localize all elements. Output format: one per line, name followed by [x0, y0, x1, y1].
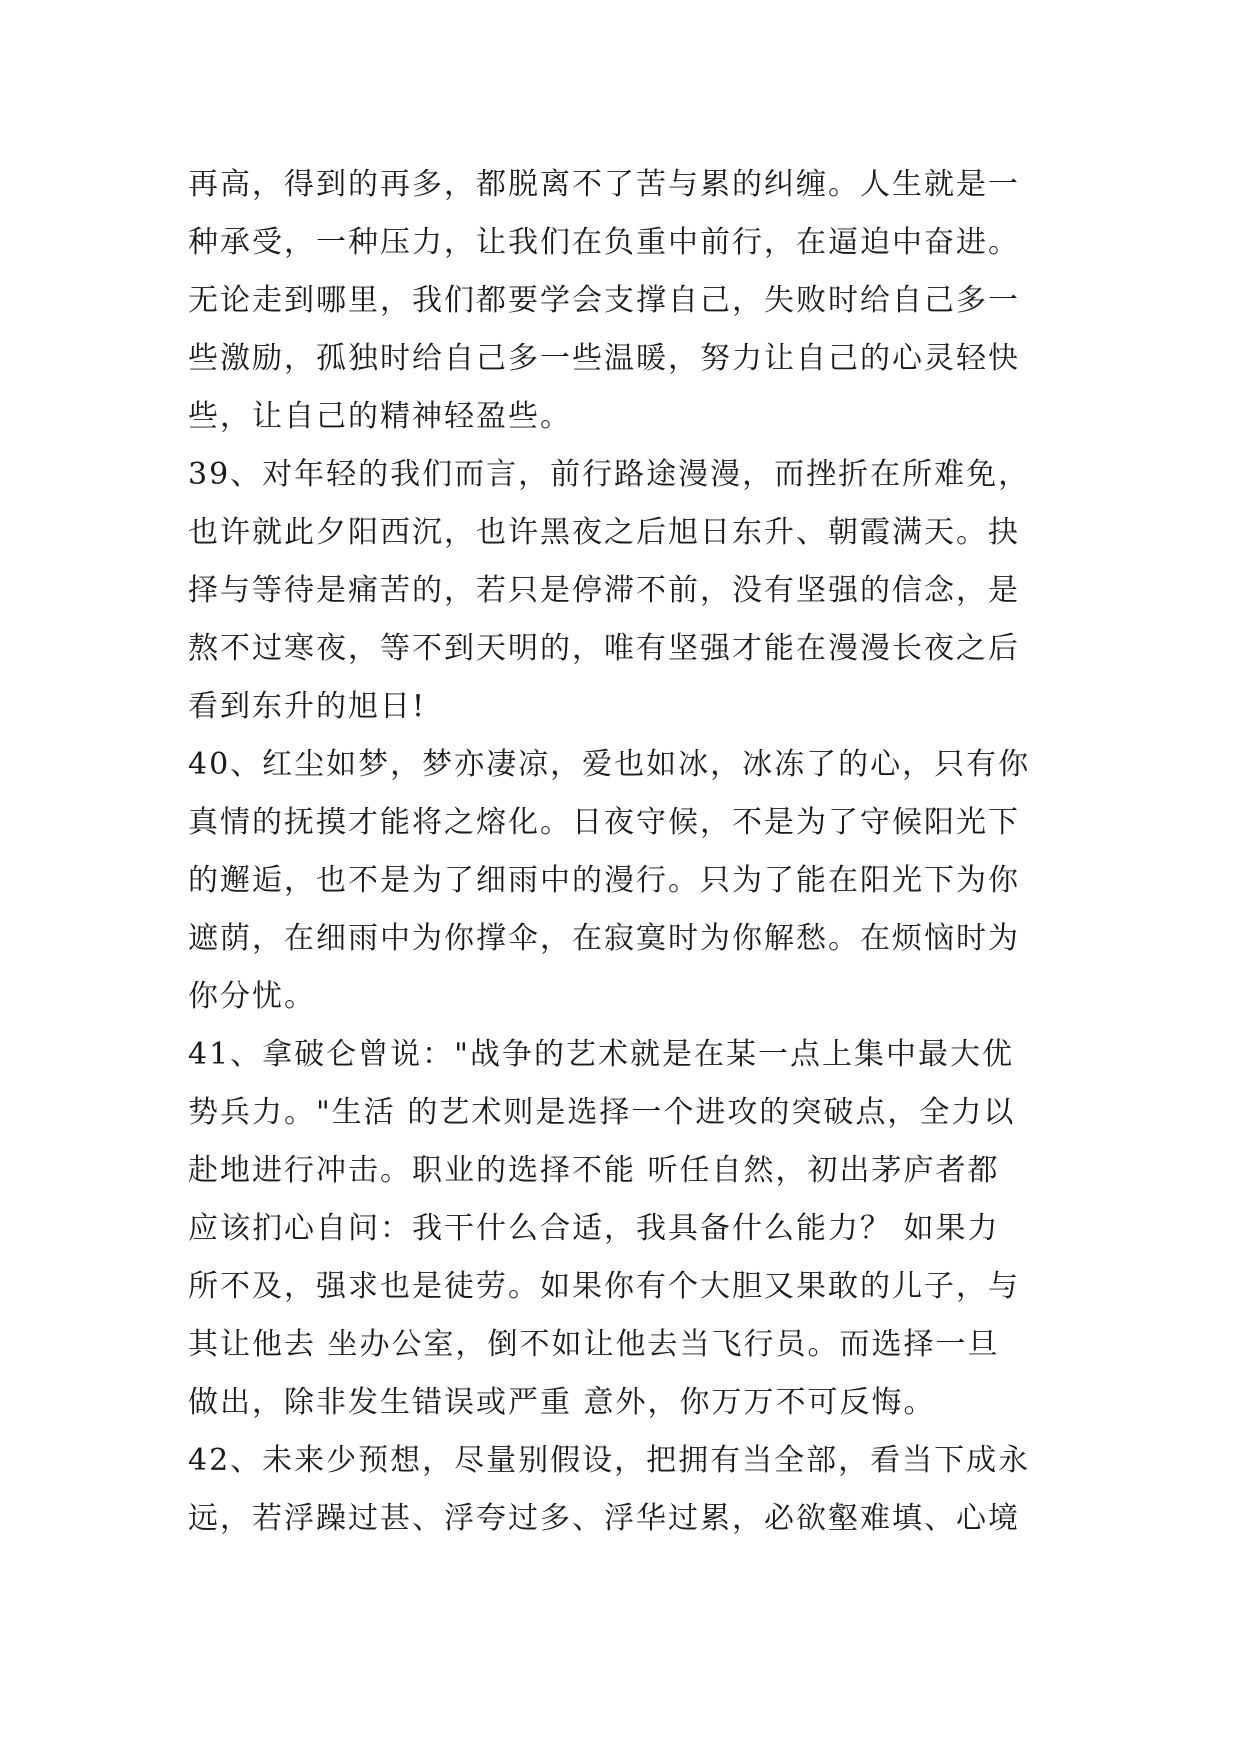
body-text [188, 156, 1068, 1548]
text-line: 择与等待是痛苦的，若只是停滞不前，没有坚强的信念，是 [188, 573, 1020, 608]
text-line: 些激励，孤独时给自己多一些温暖，努力让自己的心灵轻快 [188, 341, 1020, 376]
text-line: 其让他去 坐办公室，倒不如让他去当飞行员。而选择一旦 [188, 1327, 1000, 1362]
text-line: 种承受，一种压力，让我们在负重中前行，在逼迫中奋进。 [188, 225, 1020, 260]
text-line: 看到东升的旭日! [188, 689, 427, 724]
text-line: 40、红尘如梦，梦亦凄凉，爱也如冰，冰冻了的心，只有你 [188, 747, 1031, 782]
text-line: 也许就此夕阳西沉，也许黑夜之后旭日东升、朝霞满天。抉 [188, 515, 1020, 550]
text-line: 远，若浮躁过甚、浮夸过多、浮华过累，必欲壑难填、心境 [188, 1501, 1020, 1536]
text-line: 赴地进行冲击。职业的选择不能 听任自然，初出茅庐者都 [188, 1153, 1000, 1188]
text-line: 所不及，强求也是徒劳。如果你有个大胆又果敢的儿子，与 [188, 1269, 1020, 1304]
text-line: 39、对年轻的我们而言，前行路途漫漫，而挫折在所难免， [188, 457, 1031, 492]
text-line: 遮荫，在细雨中为你撑伞，在寂寞时为你解愁。在烦恼时为 [188, 921, 1020, 956]
text-line: 应该扪心自问：我干什么合适，我具备什么能力？ 如果力 [188, 1211, 1000, 1246]
text-line: 你分忧。 [188, 979, 316, 1014]
text-line: 41、拿破仑曾说："战争的艺术就是在某一点上集中最大优 [188, 1037, 1014, 1072]
text-line: 势兵力。"生活 的艺术则是选择一个进攻的突破点，全力以 [188, 1095, 1016, 1130]
text-line: 做出，除非发生错误或严重 意外，你万万不可反悔。 [188, 1385, 936, 1420]
text-line: 42、未来少预想，尽量别假设，把拥有当全部，看当下成永 [188, 1443, 1031, 1478]
text-line: 再高，得到的再多，都脱离不了苦与累的纠缠。人生就是一 [188, 167, 1020, 202]
text-line: 的邂逅，也不是为了细雨中的漫行。只为了能在阳光下为你 [188, 863, 1020, 898]
text-line: 熬不过寒夜，等不到天明的，唯有坚强才能在漫漫长夜之后 [188, 631, 1020, 666]
text-line: 真情的抚摸才能将之熔化。日夜守候，不是为了守候阳光下 [188, 805, 1020, 840]
text-line: 些，让自己的精神轻盈些。 [188, 399, 572, 434]
text-line: 无论走到哪里，我们都要学会支撑自己，失败时给自己多一 [188, 283, 1020, 318]
